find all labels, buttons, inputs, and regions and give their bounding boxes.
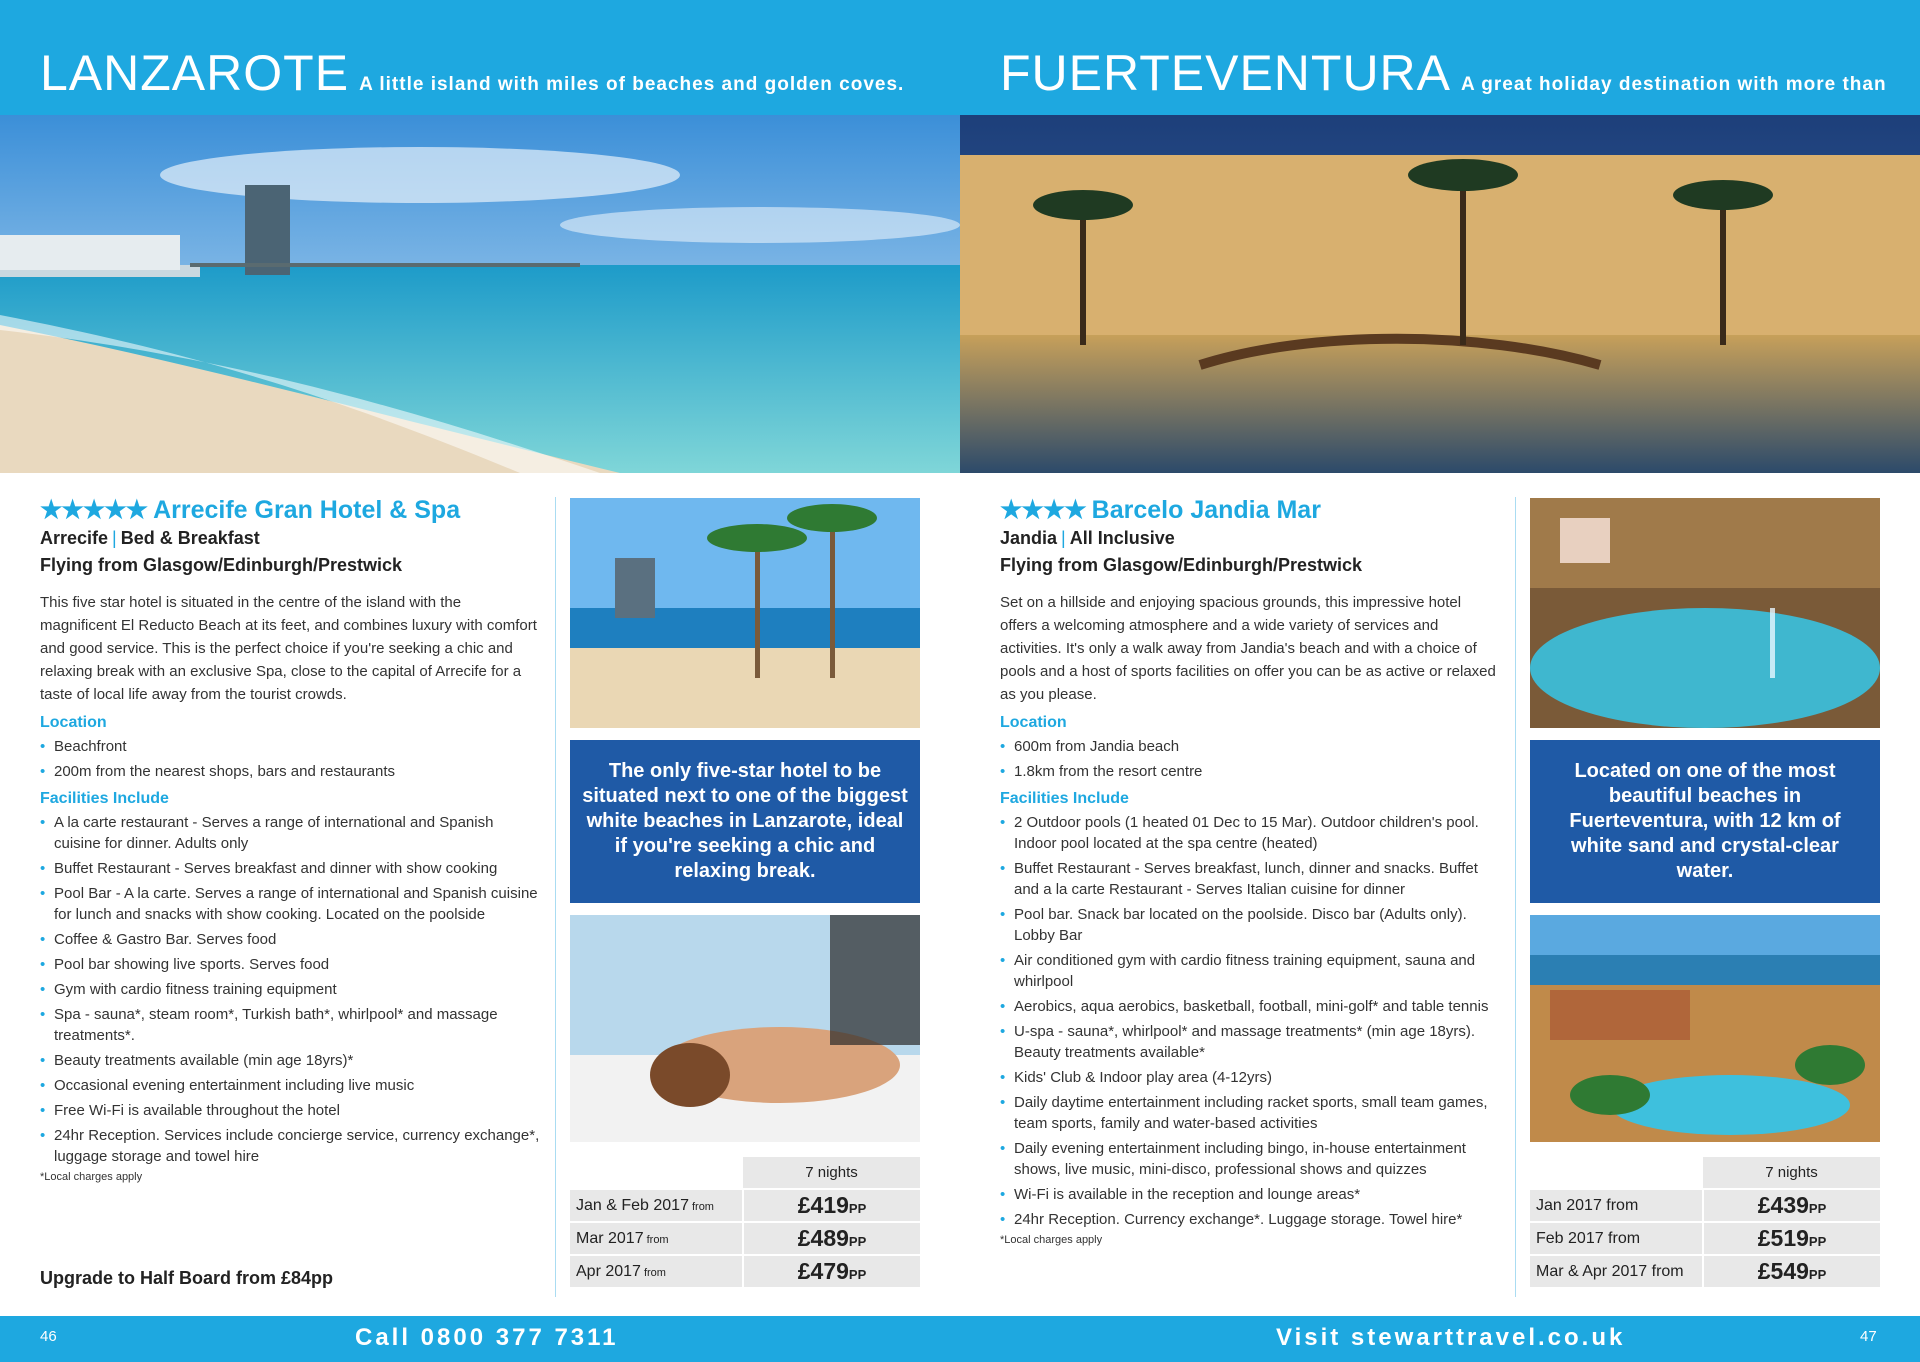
hotel-name: ★★★★★ Arrecife Gran Hotel & Spa <box>40 496 461 524</box>
photo-beach-palms <box>570 498 920 728</box>
list-item: • Buffet Restaurant - Serves breakfast and dinner with show cooking <box>40 858 540 879</box>
website-cta[interactable]: Visit stewarttravel.co.uk <box>1276 1324 1626 1351</box>
photo-resort-aerial <box>1530 915 1880 1142</box>
phone-cta[interactable]: Call 0800 377 7311 <box>355 1324 619 1351</box>
hero-photo-hotel-night <box>960 115 1920 473</box>
price-period: Jan & Feb 2017 <box>576 1196 689 1214</box>
footer-bar <box>0 1316 960 1362</box>
hotel-location-board: Arrecife | Bed & Breakfast <box>40 528 260 548</box>
table-row: Feb 2017 from £519PP <box>1530 1222 1880 1255</box>
list-item: • Beachfront <box>40 736 540 757</box>
list-item: • Daily daytime entertainment including racket sports, small team games, team sports, family and water-based activities <box>1000 1092 1500 1134</box>
list-item: • 24hr Reception. Services include concierge service, currency exchange*, luggage storage and towel hire <box>40 1125 540 1167</box>
destination-banner <box>0 0 960 115</box>
flying-from: Flying from Glasgow/Edinburgh/Prestwick <box>40 555 403 575</box>
destination-banner <box>960 0 1920 115</box>
divider <box>555 497 556 1297</box>
price-period: Apr 2017 <box>576 1262 641 1280</box>
hotel-description: This five star hotel is situated in the centre of the island with the magnificent El Reducto Beach at its feet, and combines luxury with comfort and good service. This is the perfect choice if you're seeking a chic and relaxing break with an exclusive Spa, close to the capital of Arrecife for a taste of local life away from the tourist crowds. <box>40 594 537 703</box>
photo-indoor-pool <box>1530 498 1880 728</box>
upgrade-offer: Upgrade to Half Board from £84pp <box>40 1268 334 1288</box>
list-item: • 1.8km from the resort centre <box>1000 761 1500 782</box>
photo-spa-massage <box>570 915 920 1142</box>
location-heading: Location <box>40 714 107 731</box>
page-number: 47 <box>1860 1328 1877 1345</box>
price-value: £519 <box>1757 1225 1809 1251</box>
destination-tagline: A great holiday destination with more than <box>1461 74 1887 95</box>
star-rating-icon: ★★★★★ <box>40 496 148 524</box>
destination-title: FUERTEVENTURA A great holiday destination with more than <box>1000 48 1920 148</box>
right-page <box>960 0 1920 1362</box>
location-list <box>40 736 540 782</box>
list-item: • 600m from Jandia beach <box>1000 736 1500 757</box>
list-item: • Pool bar showing live sports. Serves food <box>40 954 540 975</box>
list-item: • 200m from the nearest shops, bars and restaurants <box>40 761 540 782</box>
list-item: • Kids' Club & Indoor play area (4-12yrs) <box>1000 1067 1500 1088</box>
footer-bar <box>960 1316 1920 1362</box>
location-heading: Location <box>1000 714 1067 731</box>
facilities-list <box>40 812 540 1167</box>
hotel-details <box>1000 495 1500 1246</box>
hotel-name: ★★★★ Barcelo Jandia Mar <box>1000 496 1321 524</box>
list-item: • 2 Outdoor pools (1 heated 01 Dec to 15 Mar). Outdoor children's pool. Indoor pool located at the spa centre (heated) <box>1000 812 1500 854</box>
price-value: £549 <box>1757 1258 1809 1284</box>
table-row: Mar & Apr 2017 from £549PP <box>1530 1255 1880 1288</box>
local-charges-note: *Local charges apply <box>1000 1234 1103 1246</box>
list-item: • Aerobics, aqua aerobics, basketball, football, mini-golf* and table tennis <box>1000 996 1500 1017</box>
destination-title: LANZAROTE A little island with miles of beaches and golden coves. <box>40 45 905 101</box>
hotel-callout: Located on one of the most beautiful beaches in Fuerteventura, with 12 km of white sand and crystal-clear water. <box>1530 740 1880 903</box>
destination-tagline: A little island with miles of beaches and golden coves. <box>359 74 905 95</box>
facilities-heading: Facilities Include <box>1000 790 1129 807</box>
star-rating-icon: ★★★★ <box>1000 496 1086 524</box>
table-row: Apr 2017 from £479PP <box>570 1255 920 1288</box>
hotel-callout: The only five-star hotel to be situated next to one of the biggest white beaches in Lanzarote, ideal if you're seeking a chic and relaxing break. <box>570 740 920 903</box>
nights-header: 7 nights <box>743 1157 920 1189</box>
price-period: Mar & Apr 2017 from <box>1536 1262 1684 1280</box>
list-item: • Air conditioned gym with cardio fitness training equipment, sauna and whirlpool <box>1000 950 1500 992</box>
price-table <box>570 1157 920 1289</box>
flying-from: Flying from Glasgow/Edinburgh/Prestwick <box>1000 555 1363 575</box>
facilities-list <box>1000 812 1500 1230</box>
price-value: £489 <box>797 1225 849 1251</box>
list-item: • Pool Bar - A la carte. Serves a range of international and Spanish cuisine for lunch and snacks with show cooking. Located on the poolside <box>40 883 540 925</box>
divider <box>1515 497 1516 1297</box>
list-item: • Free Wi-Fi is available throughout the hotel <box>40 1100 540 1121</box>
hero-photo-beach <box>0 115 960 473</box>
list-item: • Pool bar. Snack bar located on the poolside. Disco bar (Adults only). Lobby Bar <box>1000 904 1500 946</box>
local-charges-note: *Local charges apply <box>40 1171 143 1183</box>
table-row: Jan 2017 from £439PP <box>1530 1189 1880 1222</box>
price-value: £479 <box>797 1258 849 1284</box>
list-item: • Daily evening entertainment including bingo, in-house entertainment shows, live music, mini-disco, professional shows and quizzes <box>1000 1138 1500 1180</box>
table-row: Mar 2017 from £489PP <box>570 1222 920 1255</box>
price-period: Mar 2017 <box>576 1229 644 1247</box>
location-list <box>1000 736 1500 782</box>
list-item: • Beauty treatments available (min age 18yrs)* <box>40 1050 540 1071</box>
price-value: £439 <box>1757 1192 1809 1218</box>
list-item: • Gym with cardio fitness training equipment <box>40 979 540 1000</box>
table-row: Jan & Feb 2017 from £419PP <box>570 1189 920 1222</box>
list-item: • Buffet Restaurant - Serves breakfast, lunch, dinner and snacks. Buffet and a la carte Restaurant - Serves Italian cuisine for dinner <box>1000 858 1500 900</box>
list-item: • Spa - sauna*, steam room*, Turkish bath*, whirlpool* and massage treatments*. <box>40 1004 540 1046</box>
hotel-description: Set on a hillside and enjoying spacious grounds, this impressive hotel offers a welcoming atmosphere and a wide variety of services and activities. It's only a walk away from Jandia's beach and with a choice of pools and a host of sports facilities on offer you can be as active or relaxed as you please. <box>1000 594 1496 703</box>
price-period: Feb 2017 from <box>1536 1229 1641 1247</box>
price-value: £419 <box>797 1192 849 1218</box>
facilities-heading: Facilities Include <box>40 790 169 807</box>
hotel-location-board: Jandia | All Inclusive <box>1000 528 1175 548</box>
page-number: 46 <box>40 1328 57 1345</box>
list-item: • U-spa - sauna*, whirlpool* and massage treatments* (min age 18yrs). Beauty treatments available* <box>1000 1021 1500 1063</box>
list-item: • Coffee & Gastro Bar. Serves food <box>40 929 540 950</box>
price-period: Jan 2017 from <box>1536 1196 1639 1214</box>
list-item: • A la carte restaurant - Serves a range of international and Spanish cuisine for dinner. Adults only <box>40 812 540 854</box>
list-item: • Occasional evening entertainment including live music <box>40 1075 540 1096</box>
list-item: • 24hr Reception. Currency exchange*. Luggage storage. Towel hire* <box>1000 1209 1500 1230</box>
hotel-details <box>40 495 540 1183</box>
list-item: • Wi-Fi is available in the reception and lounge areas* <box>1000 1184 1500 1205</box>
nights-header: 7 nights <box>1703 1157 1880 1189</box>
price-table <box>1530 1157 1880 1289</box>
